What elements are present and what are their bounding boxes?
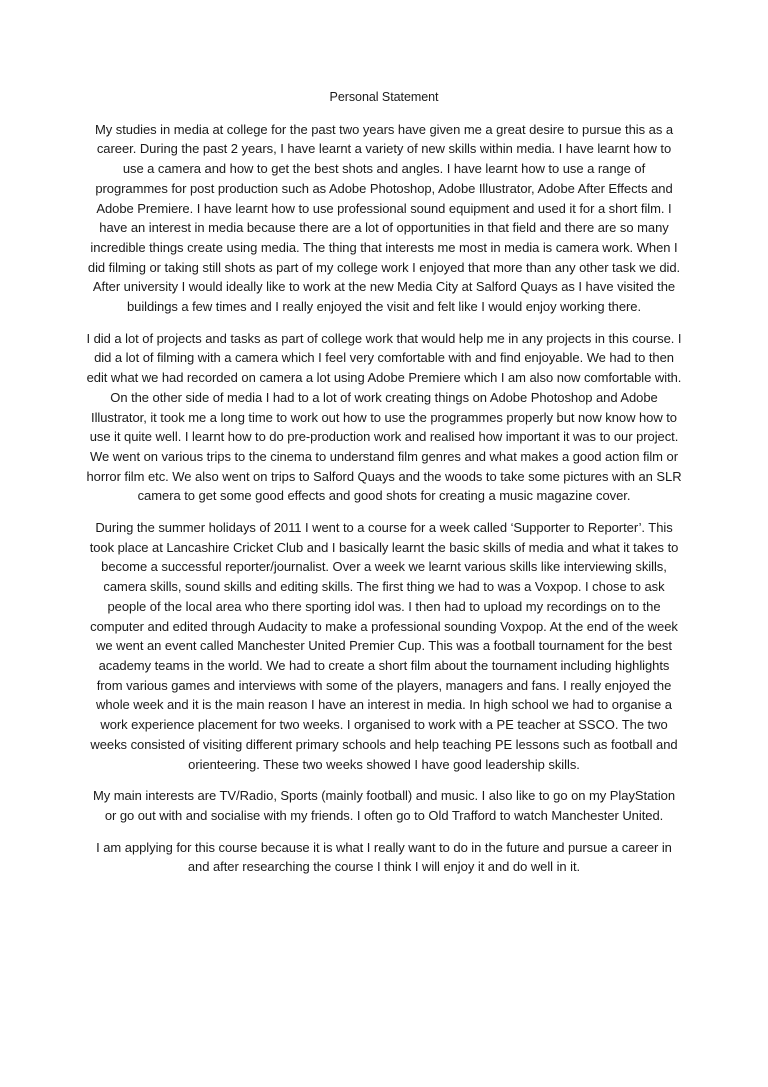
paragraph-summer-course: During the summer holidays of 2011 I went to a course for a week called ‘Supporter to Reporter’. This took place at Lancashire Cricket Club and I basically learnt the basic skills of media and what it takes to become a successful reporter/journalist. Over a week we learnt various skills like interviewing skills, camera skills, sound skills and editing skills. The first thing we had to was a Voxpop. I chose to ask people of the local area who there sporting idol was. I then had to upload my recordings on to the computer and edited through Audacity to make a professional sounding Voxpop. At the end of the week we went an event called Manchester United Premier Cup. This was a football tournament for the best academy teams in the world. We had to create a short film about the tournament including highlights from various games and interviews with some of the players, managers and fans. I really enjoyed the whole week and it is the main reason I have an interest in media. In high school we had to organise a work experience placement for two weeks. I organised to work with a PE teacher at SSCO. The two weeks consisted of visiting different primary schools and help teaching PE lessons such as football and orienteering. These two weeks showed I have good leadership skills. <box>89 520 679 772</box>
paragraph-projects: I did a lot of projects and tasks as part of college work that would help me in any projects in this course. I did a lot of filming with a camera which I feel very comfortable with and find enjoyable. We had to then edit what we had recorded on camera a lot using Adobe Premiere which I am also now comfortable with. On the other side of media I had to a lot of work creating things on Adobe Photoshop and Adobe Illustrator, it took me a long time to work out how to use the programmes properly but now know how to use it quite well. I learnt how to do pre-production work and realised how important it was to our project. We went on various trips to the cinema to understand film genres and what makes a good action film or horror film etc. We also went on trips to Salford Quays and the woods to take some pictures with an SLR camera to get some good effects and good shots for creating a music magazine cover. <box>86 330 682 504</box>
document-page <box>86 88 682 889</box>
paragraph-studies: My studies in media at college for the past two years have given me a great desire to pursue this as a career. During the past 2 years, I have learnt a variety of new skills within media. I have learnt how to use a camera and how to get the best shots and angles. I have learnt how to use a range of programmes for post production such as Adobe Photoshop, Adobe Illustrator, Adobe After Effects and Adobe Premiere. I have learnt how to use professional sound equipment and used it for a short film. I have an interest in media because there are a lot of opportunities in that field and there are so many incredible things create using media. The thing that interests me most in media is camera work. When I did filming or taking still shots as part of my college work I enjoyed that more than any other task we did. After university I would ideally like to work at the new Media City at Salford Quays as I have visited the buildings a few times and I really enjoyed the visit and felt like I would enjoy working there. <box>87 121 681 315</box>
paragraph-applying: I am applying for this course because it is what I really want to do in the future and pursue a career in and after researching the course I think I will enjoy it and do well in it. <box>96 839 672 875</box>
paragraph-interests: My main interests are TV/Radio, Sports (mainly football) and music. I also like to go on my PlayStation or go out with and socialise with my friends. I often go to Old Trafford to watch Manchester United. <box>92 788 676 823</box>
document-title: Personal Statement <box>329 90 439 104</box>
